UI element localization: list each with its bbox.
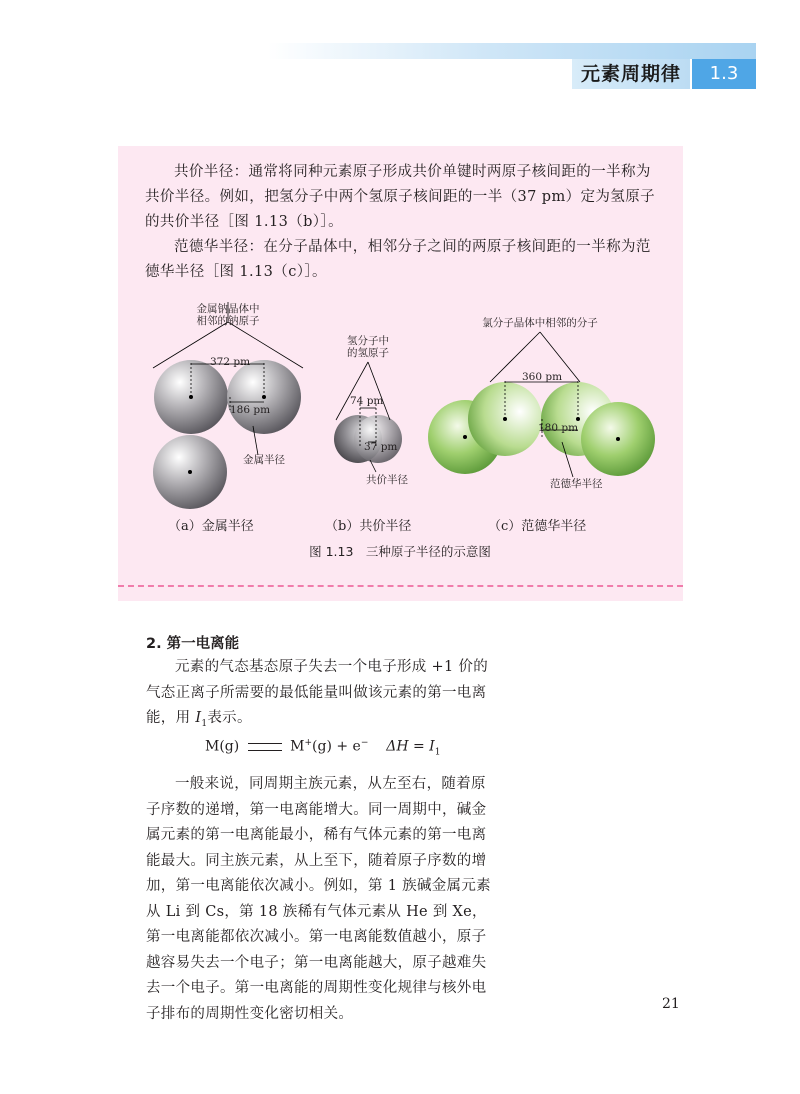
ionization-symbol: I bbox=[195, 710, 202, 726]
figure-caption: 图 1.13 三种原子半径的示意图 bbox=[309, 544, 491, 559]
section-number-badge: 1.3 bbox=[692, 59, 756, 89]
hydrogen-atom-2 bbox=[354, 415, 402, 463]
ionization-trend bbox=[146, 772, 500, 1027]
metal-radius-value: 186 pm bbox=[230, 404, 271, 416]
figure-1-13 bbox=[118, 292, 683, 582]
atomic-radius-diagram bbox=[118, 292, 683, 582]
covalent-radius-label: 共价半径 bbox=[366, 474, 408, 486]
covalent-note-line2: 的氢原子 bbox=[347, 347, 389, 359]
covalent-note-line1: 氢分子中 bbox=[347, 335, 389, 347]
definition-paragraph bbox=[146, 655, 500, 737]
metal-note-line1: 金属钠晶体中 bbox=[196, 303, 260, 315]
equation-value-subscript: 1 bbox=[434, 747, 441, 758]
equation-ion: M bbox=[290, 738, 305, 755]
vdw-radius-paragraph: 范德华半径：在分子晶体中，相邻分子之间的两原子核间距的一半称为范德华半径［图 1.13（c）］。 bbox=[145, 239, 651, 280]
trend-paragraph: 一般来说，同周期主族元素，从左至右，随着原子序数的递增，第一电离能增大。同一周期中，碱金属元素的第一电离能最小，稀有气体元素的第一电离能最大。同主族元素，从上至下，随着原子序数的增加，第一电离能依次减小。例如，第 1 族碱金属元素从 Li 到 Cs，第 18 族稀有气体元素从 He 到 Xe，第一电离能都依次减小。第一电离能数值越小，原子越容易失去一个电子；第一电离能越大，原子越难失去一个电子。第一电离能的周期性变化规律与核外电子排布的周期性变化密切相关。 bbox=[146, 776, 491, 1022]
covalent-radius-paragraph: 共价半径：通常将同种元素原子形成共价单键时两原子核间距的一半称为共价半径。例如，把氢分子中两个氢原子核间距的一半（37 pm）定为氢原子的共价半径［图 1.13（b）］。 bbox=[145, 164, 655, 230]
ionization-equation bbox=[205, 738, 440, 757]
definition-text bbox=[145, 160, 665, 285]
vdw-radius-value: 180 pm bbox=[538, 422, 579, 434]
equation-lhs: M(g) bbox=[205, 738, 240, 755]
header-gradient-band bbox=[268, 43, 756, 59]
covalent-radius-panel bbox=[325, 334, 411, 534]
equation-delta: ΔH bbox=[386, 738, 409, 755]
definition-tail: 表示。 bbox=[207, 710, 252, 726]
metal-radius-label: 金属半径 bbox=[243, 454, 285, 466]
vdw-note: 氯分子晶体中相邻的分子 bbox=[482, 317, 598, 329]
covalent-radius-value: 37 pm bbox=[364, 441, 398, 453]
metal-distance-label: 372 pm bbox=[210, 356, 251, 368]
equation-equals: = bbox=[412, 738, 425, 755]
ionization-definition bbox=[146, 655, 500, 737]
ionization-subscript: 1 bbox=[201, 718, 208, 729]
page-number: 21 bbox=[662, 996, 680, 1012]
covalent-distance-label: 74 pm bbox=[350, 395, 384, 407]
equation-value-symbol: I bbox=[429, 738, 435, 755]
equation-ion-charge: + bbox=[304, 738, 313, 748]
metal-note-line2: 相邻的钠原子 bbox=[196, 315, 260, 327]
vdw-distance-label: 360 pm bbox=[522, 371, 563, 383]
vdw-radius-label: 范德华半径 bbox=[550, 478, 603, 490]
equation-arrow bbox=[248, 743, 282, 751]
metallic-radius-panel bbox=[153, 302, 303, 534]
caption-a: （a）金属半径 bbox=[168, 519, 254, 534]
box-dashed-divider bbox=[118, 585, 683, 587]
caption-c: （c）范德华半径 bbox=[488, 519, 587, 534]
chapter-title: 元素周期律 bbox=[572, 59, 690, 89]
vdw-radius-panel bbox=[428, 316, 655, 534]
equation-electron-charge: − bbox=[360, 738, 369, 748]
section-heading: 2. 第一电离能 bbox=[146, 636, 240, 652]
caption-b: （b）共价半径 bbox=[325, 519, 412, 534]
definition-text: 元素的气态基态原子失去一个电子形成 +1 价的气态正离子所需要的最低能量叫做该元素的第一电离能，用 bbox=[146, 659, 488, 726]
equation-rhs: (g) + e bbox=[312, 738, 361, 755]
